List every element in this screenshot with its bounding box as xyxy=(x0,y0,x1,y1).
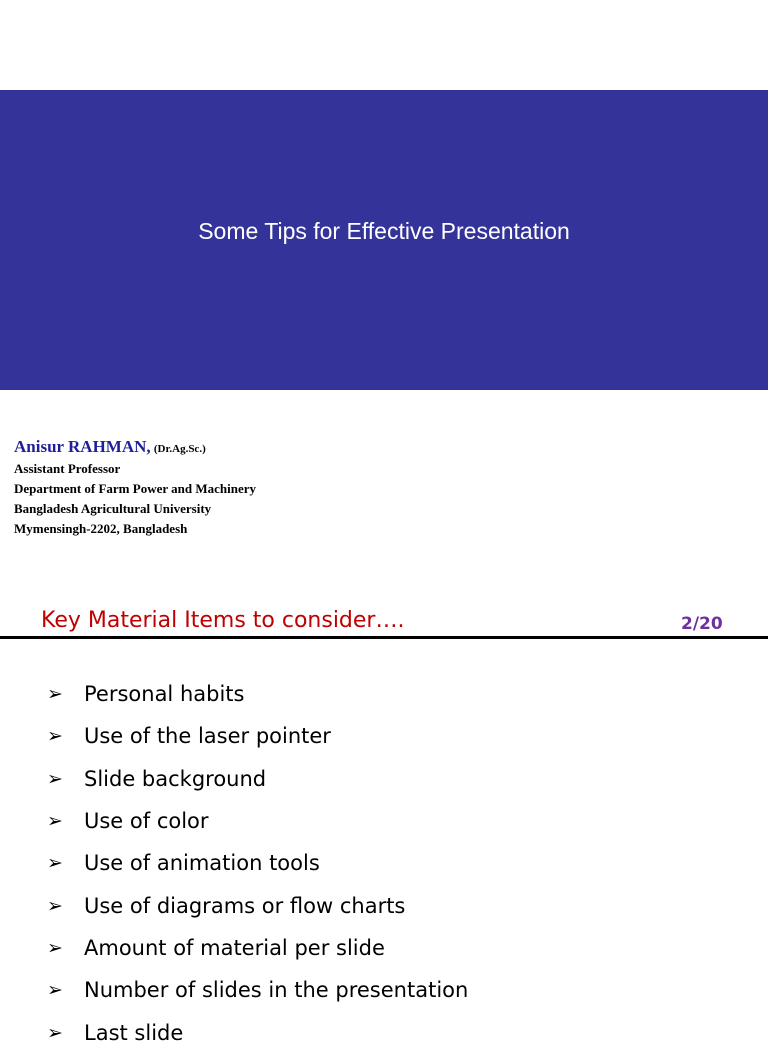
author-department: Department of Farm Power and Machinery xyxy=(14,481,257,496)
arrow-bullet-icon: ➢ xyxy=(47,767,63,790)
list-item xyxy=(47,800,468,842)
slide-heading: Key Material Items to consider…. xyxy=(41,608,405,633)
arrow-bullet-icon: ➢ xyxy=(47,683,63,706)
list-item-label: Number of slides in the presentation xyxy=(84,978,469,1003)
list-item xyxy=(47,715,468,757)
author-degree: (Dr.Ag.Sc.) xyxy=(153,443,206,455)
arrow-bullet-icon: ➢ xyxy=(47,852,63,875)
key-items-list xyxy=(47,673,468,1054)
arrow-bullet-icon: ➢ xyxy=(47,936,63,959)
author-address: Mymensingh-2202, Bangladesh xyxy=(14,521,188,536)
list-item xyxy=(47,884,468,926)
list-item xyxy=(47,1011,468,1053)
author-name: Anisur RAHMAN, xyxy=(14,437,151,456)
list-item-label: Use of animation tools xyxy=(84,851,320,876)
list-item-label: Use of diagrams or flow charts xyxy=(84,893,406,918)
arrow-bullet-icon: ➢ xyxy=(47,1021,63,1044)
list-item-label: Amount of material per slide xyxy=(84,935,385,960)
heading-divider xyxy=(0,636,768,639)
arrow-bullet-icon: ➢ xyxy=(47,979,63,1002)
list-item xyxy=(47,969,468,1011)
arrow-bullet-icon: ➢ xyxy=(47,725,63,748)
title-slide-band xyxy=(0,90,768,390)
arrow-bullet-icon: ➢ xyxy=(47,894,63,917)
list-item-label: Last slide xyxy=(84,1020,184,1045)
list-item xyxy=(47,927,468,969)
author-position: Assistant Professor xyxy=(14,461,121,476)
list-item-label: Use of the laser pointer xyxy=(84,724,331,749)
page-number: 2/20 xyxy=(681,614,723,634)
presentation-title: Some Tips for Effective Presentation xyxy=(198,217,570,244)
list-item xyxy=(47,842,468,884)
author-block xyxy=(14,437,256,539)
arrow-bullet-icon: ➢ xyxy=(47,810,63,833)
list-item-label: Use of color xyxy=(84,809,209,834)
list-item-label: Personal habits xyxy=(84,682,245,707)
list-item xyxy=(47,758,468,800)
author-name-line xyxy=(14,437,256,459)
list-item xyxy=(47,673,468,715)
list-item-label: Slide background xyxy=(84,766,267,791)
author-university: Bangladesh Agricultural University xyxy=(14,501,212,516)
